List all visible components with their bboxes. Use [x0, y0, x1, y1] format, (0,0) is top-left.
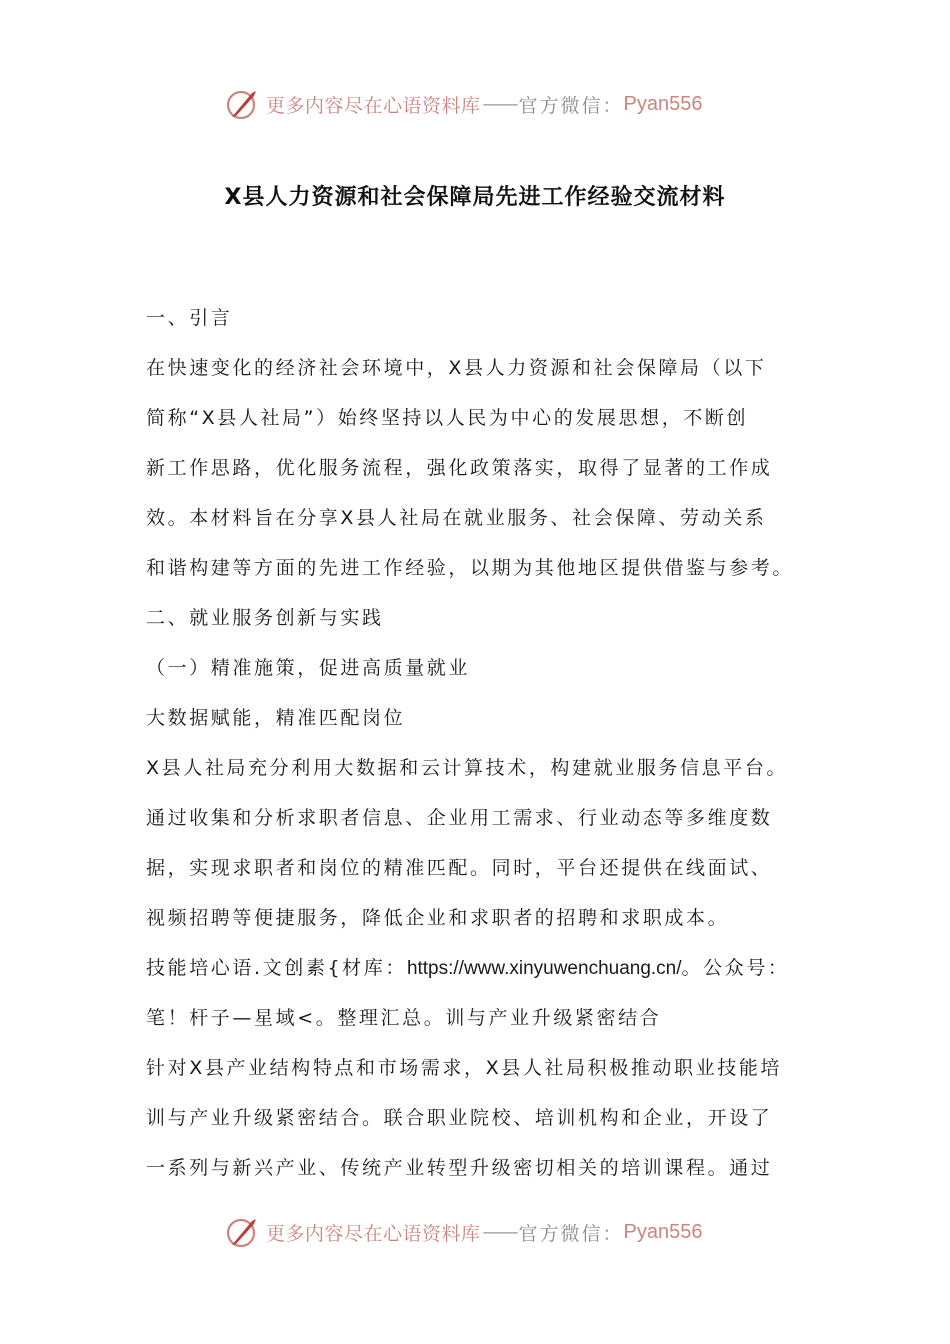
brand-text: 更多内容尽在心语资料库	[266, 1222, 481, 1245]
section-heading-intro: 一、引言	[146, 307, 233, 329]
header-banner	[226, 84, 703, 124]
document-body	[146, 300, 826, 1200]
item-heading: 大数据赋能，精准匹配岗位	[146, 707, 406, 729]
banner-separator: ——	[482, 93, 517, 115]
wechat-id: Pyan556	[623, 1220, 703, 1243]
document-title: X县人力资源和社会保障局先进工作经验交流材料	[224, 185, 726, 210]
paragraph-line: 在快速变化的经济社会环境中，X县人力资源和社会保障局（以下	[146, 357, 767, 379]
watermark-suffix: 。公众号：	[681, 957, 790, 979]
paragraph-line: 据，实现求职者和岗位的精准匹配。同时，平台还提供在线面试、	[146, 857, 773, 879]
section-heading-employment: 二、就业服务创新与实践	[146, 607, 384, 629]
brand-text: 更多内容尽在心语资料库	[266, 94, 481, 117]
paragraph-line: 训与产业升级紧密结合。联合职业院校、培训机构和企业，开设了	[146, 1107, 773, 1129]
watermark-line	[146, 950, 826, 1000]
watermark-url-link[interactable]: https://www.xinyuwenchuang.cn/	[406, 958, 682, 979]
footer-banner	[226, 1212, 703, 1252]
paragraph-line: 笔！杆子—星域<。整理汇总。训与产业升级紧密结合	[146, 1007, 662, 1029]
quill-pen-logo-icon	[226, 1215, 260, 1249]
paragraph-line: X县人社局充分利用大数据和云计算技术，构建就业服务信息平台。	[146, 757, 789, 779]
watermark-prefix: 技能培心语.文创素{材库：	[146, 957, 407, 979]
paragraph-line: 效。本材料旨在分享X县人社局在就业服务、社会保障、劳动关系	[146, 507, 767, 529]
paragraph-line: 针对X县产业结构特点和市场需求，X县人社局积极推动职业技能培	[146, 1057, 783, 1079]
subsection-heading: （一）精准施策，促进高质量就业	[146, 657, 471, 679]
paragraph-line: 一系列与新兴产业、传统产业转型升级密切相关的培训课程。通过	[146, 1157, 773, 1179]
wechat-id: Pyan556	[623, 92, 703, 115]
paragraph-line: 通过收集和分析求职者信息、企业用工需求、行业动态等多维度数	[146, 807, 773, 829]
paragraph-line: 简称“X县人社局”）始终坚持以人民为中心的发展思想，不断创	[146, 407, 749, 429]
wechat-label: 官方微信：	[518, 94, 624, 117]
banner-separator: ——	[482, 1221, 517, 1243]
paragraph-line: 视频招聘等便捷服务，降低企业和求职者的招聘和求职成本。	[146, 907, 730, 929]
quill-pen-logo-icon	[226, 87, 260, 121]
paragraph-line: 新工作思路，优化服务流程，强化政策落实，取得了显著的工作成	[146, 457, 773, 479]
wechat-label: 官方微信：	[518, 1222, 624, 1245]
paragraph-line: 和谐构建等方面的先进工作经验，以期为其他地区提供借鉴与参考。	[146, 557, 795, 579]
